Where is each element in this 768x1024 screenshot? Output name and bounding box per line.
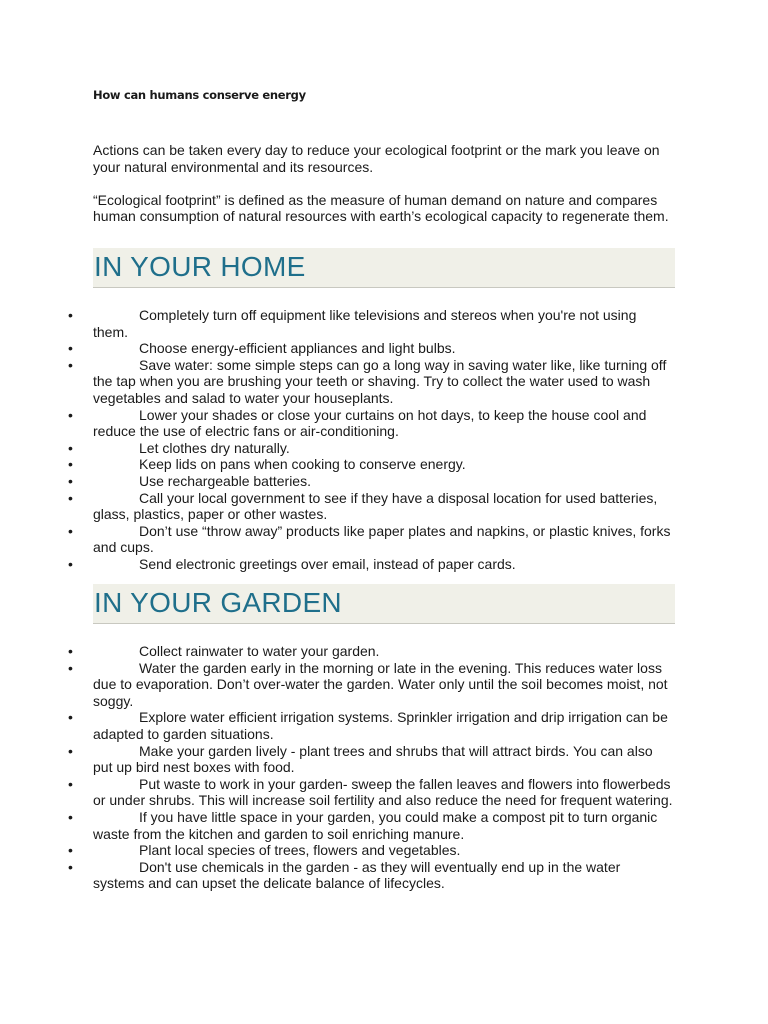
section-heading-garden <box>93 584 675 624</box>
list-item: • Collect rainwater to water your garden. <box>93 643 673 660</box>
list-item: • Don’t use “throw away” products like paper plates and napkins, or plastic knives, forks and cups. <box>93 523 673 556</box>
list-item: • Call your local government to see if they have a disposal location for used batteries, glass, plastics, paper or other wastes. <box>93 490 673 523</box>
section-heading-home <box>93 248 675 288</box>
list-item: • Keep lids on pans when cooking to conserve energy. <box>93 456 673 473</box>
list-item: • If you have little space in your garden, you could make a compost pit to turn organic waste from the kitchen and garden to soil enriching manure. <box>93 809 673 842</box>
list-item: • Put waste to work in your garden- sweep the fallen leaves and flowers into flowerbeds or under shrubs. This will increase soil fertility and also reduce the need for frequent watering. <box>93 776 673 809</box>
intro-paragraph-2: “Ecological footprint” is defined as the measure of human demand on nature and compares human consumption of natural resources with earth’s ecological capacity to regenerate them. <box>93 191 669 224</box>
list-item: • Don't use chemicals in the garden - as they will eventually end up in the water systems and can upset the delicate balance of lifecycles. <box>93 859 673 892</box>
list-item: • Let clothes dry naturally. <box>93 440 673 457</box>
list-item: • Save water: some simple steps can go a long way in saving water like, like turning off the tap when you are brushing your teeth or shaving. Try to collect the water used to wash vegetables and salad to water your houseplants. <box>93 357 673 407</box>
list-item: • Completely turn off equipment like televisions and stereos when you're not using them. <box>93 307 673 340</box>
home-tips-list <box>93 307 673 573</box>
list-item: • Lower your shades or close your curtains on hot days, to keep the house cool and reduce the use of electric fans or air-conditioning. <box>93 407 673 440</box>
garden-tips-list <box>93 643 673 892</box>
intro-paragraph-1: Actions can be taken every day to reduce your ecological footprint or the mark you leave on your natural environmental and its resources. <box>93 142 660 175</box>
list-item: • Choose energy-efficient appliances and light bulbs. <box>93 340 673 357</box>
list-item: • Make your garden lively - plant trees and shrubs that will attract birds. You can also put up bird nest boxes with food. <box>93 743 673 776</box>
list-item: • Plant local species of trees, flowers and vegetables. <box>93 842 673 859</box>
list-item: • Explore water efficient irrigation systems. Sprinkler irrigation and drip irrigation can be adapted to garden situations. <box>93 709 673 742</box>
intro-text <box>93 142 678 241</box>
list-item: • Water the garden early in the morning or late in the evening. This reduces water loss due to evaporation. Don’t over-water the garden. Water only until the soil becomes moist, not soggy. <box>93 660 673 710</box>
document-title: How can humans conserve energy <box>93 88 306 102</box>
section-heading-garden-label: IN YOUR GARDEN <box>94 587 342 618</box>
list-item: • Send electronic greetings over email, instead of paper cards. <box>93 556 673 573</box>
list-item: • Use rechargeable batteries. <box>93 473 673 490</box>
section-heading-home-label: IN YOUR HOME <box>94 251 306 282</box>
